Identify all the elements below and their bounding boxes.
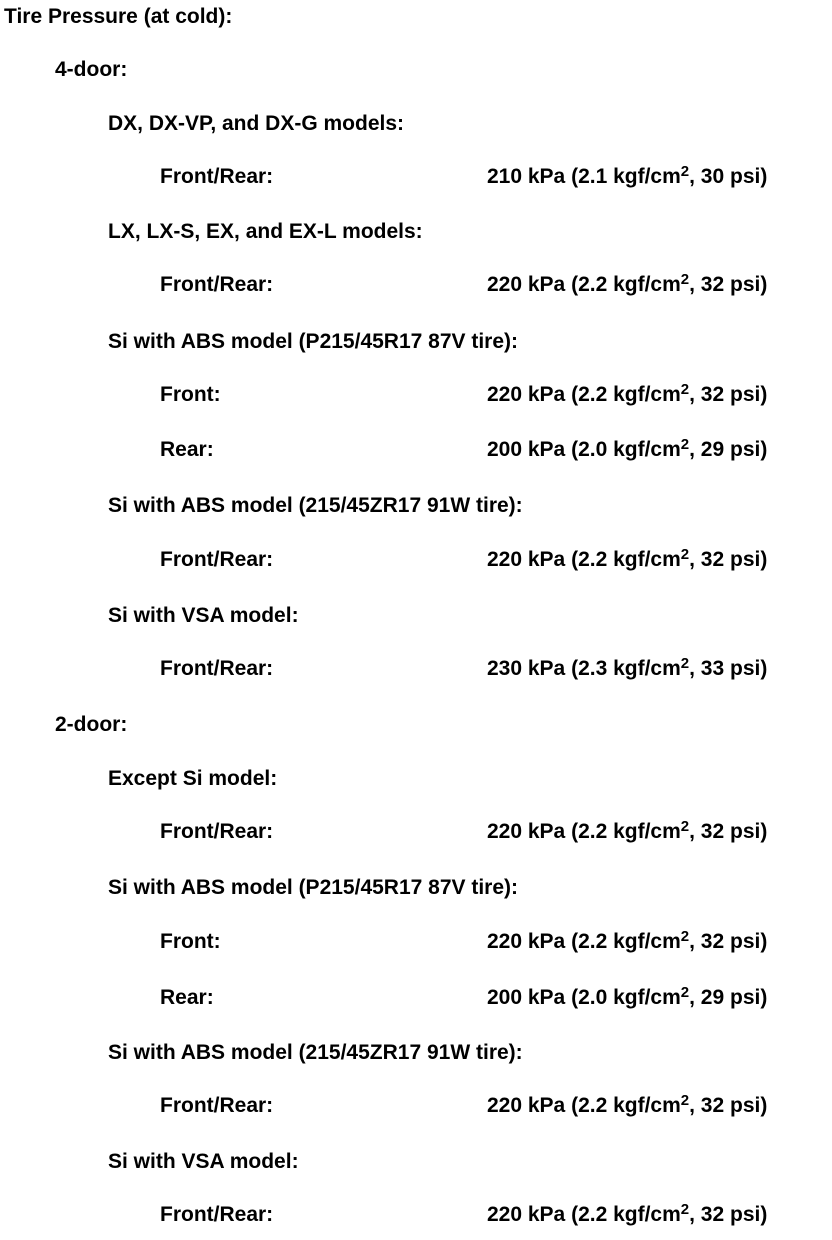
pressure-value: 220 kPa (2.2 kgf/$cm^2$, 32 psi) [487,818,768,843]
tire-position-label: Front: [160,383,221,406]
pressure-value: 210 kPa (2.1 kgf/$cm^2$, 30 psi) [487,163,768,188]
tire-position-label: Front: [160,930,221,953]
model-group-label: Si with ABS model (215/45ZR17 91W tire): [108,494,523,517]
model-group-label: LX, LX-S, EX, and EX-L models: [108,220,423,243]
tire-position-label: Front/Rear: [160,273,274,296]
tire-position-label: Front/Rear: [160,1094,274,1117]
pressure-value: 220 kPa (2.2 kgf/$cm^2$, 32 psi) [487,546,768,571]
model-group-label: Si with VSA model: [108,1150,299,1173]
model-group-label: Si with ABS model (P215/45R17 87V tire): [108,330,519,353]
pressure-value: 230 kPa (2.3 kgf/$cm^2$, 33 psi) [487,655,768,680]
pressure-value: 220 kPa (2.2 kgf/$cm^2$, 32 psi) [487,1092,768,1117]
model-group-label: Si with VSA model: [108,604,299,627]
section-heading-4-door: 4-door: [55,58,128,81]
pressure-value: 220 kPa (2.2 kgf/$cm^2$, 32 psi) [487,1201,768,1226]
model-group-label: Si with ABS model (P215/45R17 87V tire): [108,876,519,899]
tire-position-label: Front/Rear: [160,1203,274,1226]
pressure-value: 200 kPa (2.0 kgf/$cm^2$, 29 psi) [487,984,768,1009]
pressure-value: 220 kPa (2.2 kgf/$cm^2$, 32 psi) [487,271,768,296]
section-heading-2-door: 2-door: [55,713,128,736]
tire-position-label: Front/Rear: [160,165,274,188]
pressure-value: 220 kPa (2.2 kgf/$cm^2$, 32 psi) [487,381,768,406]
tire-position-label: Rear: [160,986,214,1009]
tire-position-label: Rear: [160,438,214,461]
tire-position-label: Front/Rear: [160,820,274,843]
model-group-label: Except Si model: [108,767,278,790]
pressure-value: 220 kPa (2.2 kgf/$cm^2$, 32 psi) [487,928,768,953]
model-group-label: DX, DX-VP, and DX-G models: [108,112,404,135]
document-title: Tire Pressure (at cold): [4,5,233,28]
pressure-value: 200 kPa (2.0 kgf/$cm^2$, 29 psi) [487,436,768,461]
tire-position-label: Front/Rear: [160,548,274,571]
tire-position-label: Front/Rear: [160,657,274,680]
model-group-label: Si with ABS model (215/45ZR17 91W tire): [108,1041,523,1064]
